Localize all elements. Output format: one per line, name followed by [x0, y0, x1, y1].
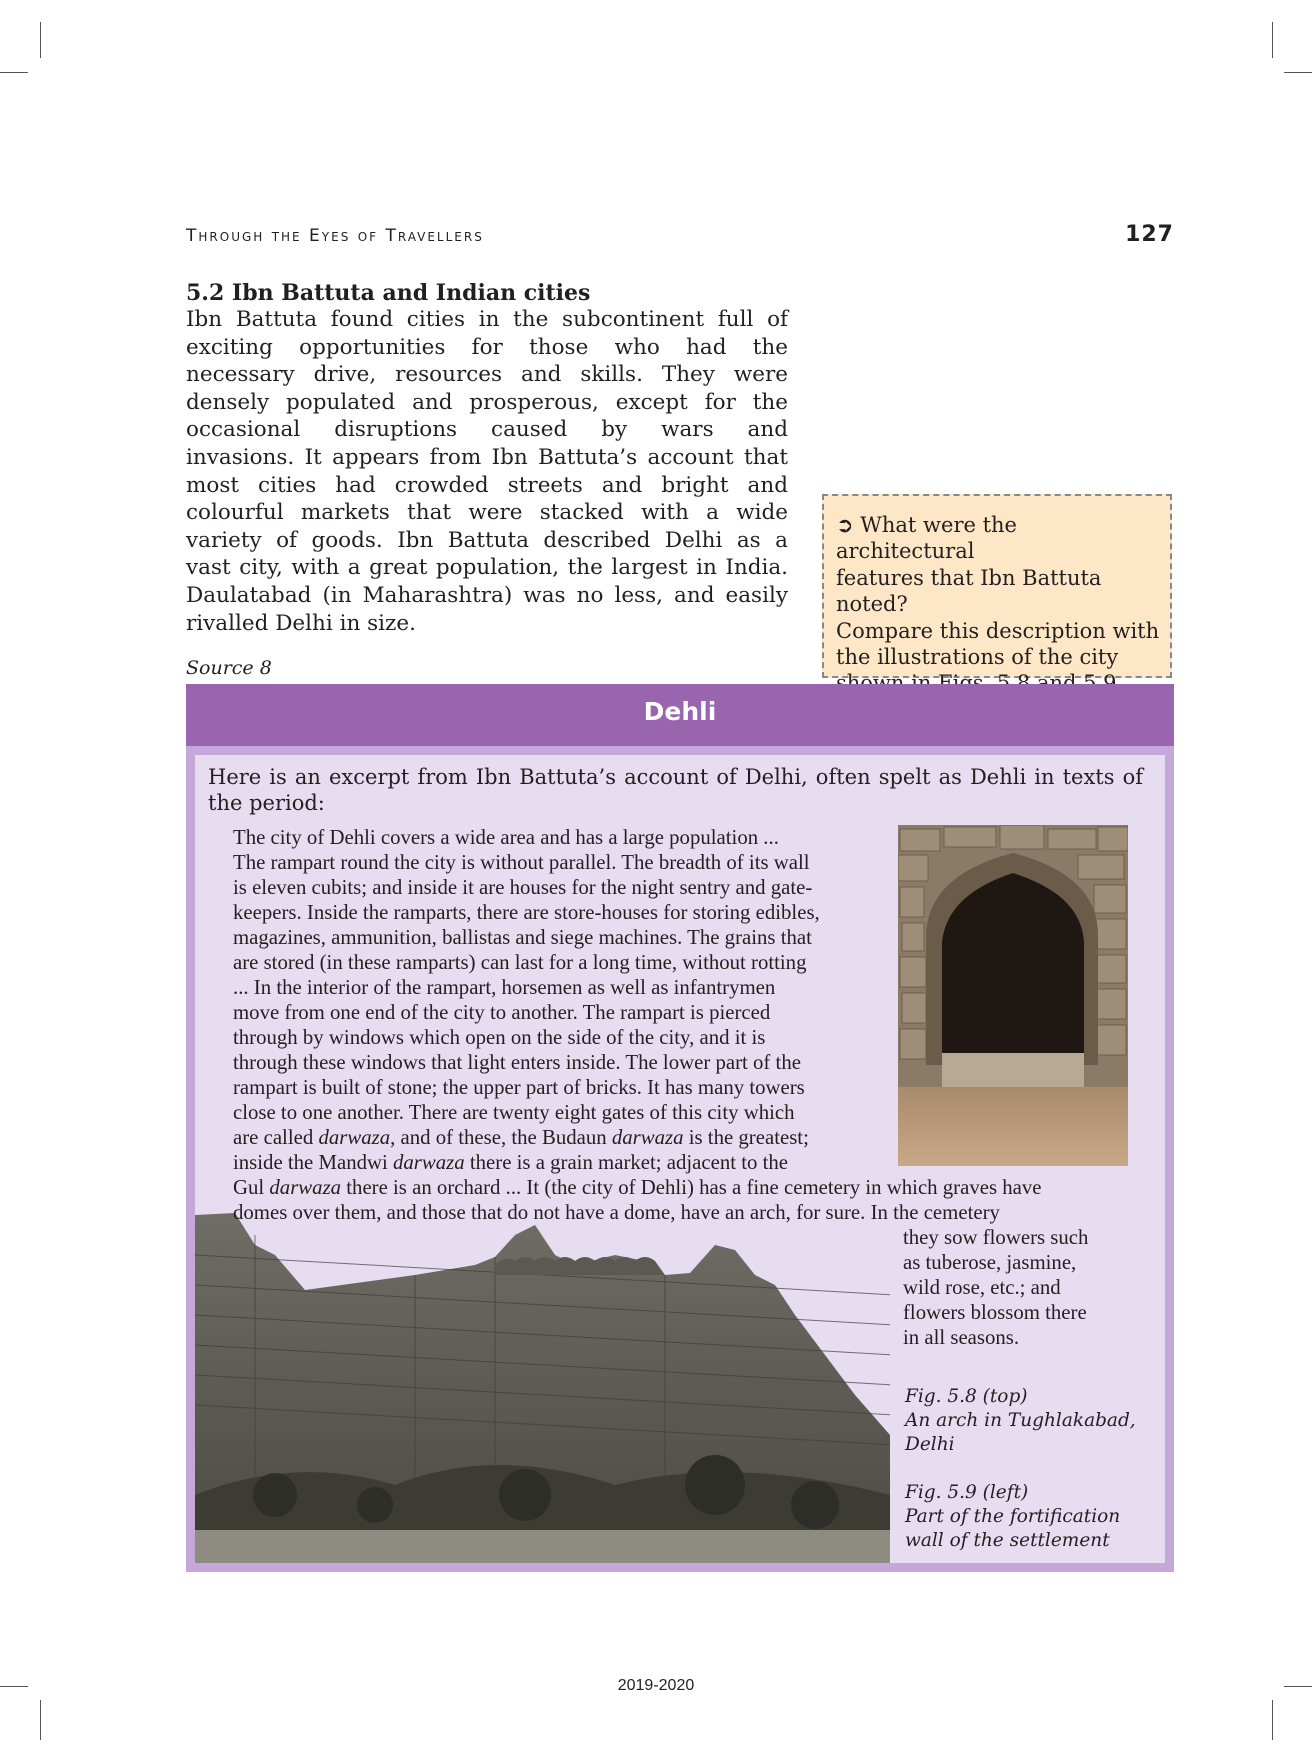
crop-mark [0, 72, 28, 73]
intro-paragraph [186, 306, 788, 637]
question-box [822, 494, 1172, 678]
darwaza-word: darwaza [318, 1126, 391, 1149]
excerpt-intro: Here is an excerpt from Ibn Battuta’s account of Delhi, often spelt as Dehli in texts of the period: [208, 765, 1143, 815]
quote-line: domes over them, and those that do not have a dome, have an arch, for sure. In the cemetery [233, 1201, 1000, 1224]
source-title: Dehli [643, 697, 717, 726]
section-title: 5.2 Ibn Battuta and Indian cities [186, 280, 591, 306]
quote-line: inside the Mandwi darwaza there is a grain market; adjacent to the [233, 1151, 789, 1174]
quote-line: in all seasons. [903, 1326, 1020, 1349]
quote-line: is eleven cubits; and inside it are houses for the night sentry and gate- [233, 876, 813, 899]
question-line: features that Ibn Battuta [836, 565, 1102, 590]
quote-line: ... In the interior of the rampart, horsemen as well as infantrymen [233, 976, 776, 999]
quote-line: keepers. Inside the ramparts, there are store-houses for storing edibles, [233, 901, 820, 924]
quote-line: through these windows that light enters inside. The lower part of the [233, 1051, 801, 1074]
quote-line: The city of Dehli covers a wide area and has a large population ... [233, 826, 779, 849]
question-line: Compare this description with [836, 618, 1160, 643]
page-number: 127 [1125, 222, 1174, 247]
question-line: the illustrations of the city [836, 645, 1119, 670]
intro-line: exciting opportunities for those who had the [186, 334, 788, 360]
quote-line: flowers blossom there [903, 1301, 1087, 1324]
quote-line: magazines, ammunition, ballistas and siege machines. The grains that [233, 926, 812, 949]
intro-line: Daulatabad (in Maharashtra) was no less, and easily [186, 582, 788, 608]
intro-line: vast city, with a great population, the largest in India. [186, 555, 788, 581]
intro-line: necessary drive, resources and skills. They were [186, 362, 788, 388]
arch-photo [898, 825, 1128, 1166]
quote-line: they sow flowers such [903, 1226, 1089, 1249]
crop-mark [1272, 1700, 1273, 1740]
running-title: Through the Eyes of Travellers [186, 226, 484, 246]
quote-line: Gul darwaza there is an orchard ... It (the city of Dehli) has a fine cemetery in which graves have [233, 1176, 1042, 1199]
quote-line: as tuberose, jasmine, [903, 1251, 1077, 1274]
intro-line: Ibn Battuta found cities in the subcontinent full of [186, 307, 788, 332]
intro-line: variety of goods. Ibn Battuta described Delhi as a [186, 527, 788, 553]
intro-line: densely populated and prosperous, except for the [186, 389, 788, 415]
arrow-icon: ➲ [836, 513, 854, 537]
fortification-wall-photo [195, 1195, 890, 1563]
quote-line: close to one another. There are twenty eight gates of this city which [233, 1101, 795, 1124]
quote-line: rampart is built of stone; the upper part of bricks. It has many towers [233, 1076, 805, 1099]
fig-5-9-caption: Fig. 5.9 (left) Part of the fortification wall of the settlement [905, 1482, 1121, 1551]
darwaza-word: darwaza [611, 1126, 684, 1149]
darwaza-word: darwaza [393, 1151, 465, 1174]
footer-year: 2019-2020 [617, 1677, 695, 1694]
intro-line: rivalled Delhi in size. [186, 610, 416, 636]
quote-line: The rampart round the city is without parallel. The breadth of its wall [233, 851, 810, 874]
crop-mark [1272, 22, 1273, 58]
quote-line: move from one end of the city to another. The rampart is pierced [233, 1001, 771, 1024]
fig-5-8-caption: Fig. 5.8 (top) An arch in Tughlakabad, Delhi [905, 1386, 1136, 1455]
intro-line: occasional disruptions caused by wars and [186, 417, 788, 443]
intro-line: invasions. It appears from Ibn Battuta’s account that [186, 444, 788, 470]
crop-mark [1284, 72, 1312, 73]
quote-line: wild rose, etc.; and [903, 1276, 1061, 1299]
question-line: noted? [836, 592, 908, 617]
quote-line: through by windows which open on the side of the city, and it is [233, 1026, 766, 1049]
source-label: Source 8 [186, 657, 272, 679]
darwaza-word: darwaza [269, 1176, 342, 1199]
quote-line: are stored (in these ramparts) can last for a long time, without rotting [233, 951, 807, 974]
crop-mark [40, 1700, 41, 1740]
intro-line: colourful markets that were stacked with a wide [186, 500, 788, 526]
intro-line: most cities had crowded streets and bright and [186, 472, 788, 498]
crop-mark [40, 22, 41, 58]
source-title-band [186, 684, 1174, 746]
question-line: ➲ What were the architectural [836, 513, 1017, 564]
quote-line: are called darwaza, and of these, the Budaun darwaza is the greatest; [233, 1126, 809, 1149]
